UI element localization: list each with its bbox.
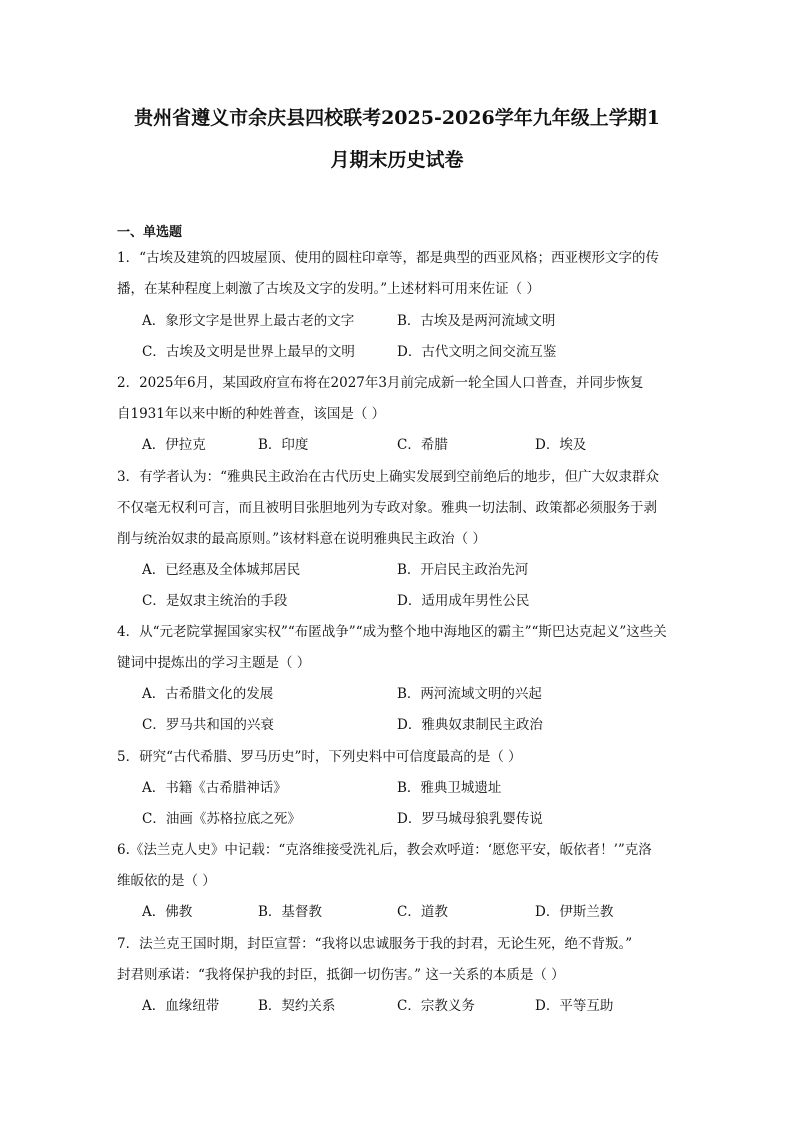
- question-7-line-2: 封君则承诺：“我将保护我的封臣，抵御一切伤害。” 这一关系的本质是（ ）: [117, 967, 565, 983]
- question-2-option-c: C．希腊: [397, 437, 448, 453]
- question-1-option-d: D．古代文明之间交流互鉴: [397, 344, 557, 360]
- question-6-option-a: A．佛教: [142, 904, 193, 920]
- question-3-option-d: D．适用成年男性公民: [397, 593, 530, 609]
- question-5-option-d: D．罗马城母狼乳婴传说: [397, 811, 543, 827]
- question-4-line-2: 键词中提炼出的学习主题是（ ）: [117, 655, 311, 671]
- question-3-option-b: B．开启民主政治先河: [397, 562, 529, 578]
- question-7-option-a: A．血缘纽带: [142, 998, 220, 1014]
- question-6-line-1: 6.《法兰克人史》中记载：“克洛维接受洗礼后，教会欢呼道：‘愿您平安，皈依者！’”克洛: [117, 842, 652, 858]
- question-2-option-b: B．印度: [258, 437, 309, 453]
- question-2-line-1: 2．2025年6月，某国政府宣布将在2027年3月前完成新一轮全国人口普查，并同步恢复: [117, 375, 644, 391]
- question-4-option-d: D．雅典奴隶制民主政治: [397, 717, 543, 733]
- question-1-line-2: 播，在某种程度上刺激了古埃及文字的发明。”上述材料可用来佐证（ ）: [117, 281, 540, 297]
- question-1-option-c: C．古埃及文明是世界上最早的文明: [142, 344, 355, 360]
- question-3-line-1: 3．有学者认为：“雅典民主政治在古代历史上确实发展到空前绝后的地步，但广大奴隶群众: [117, 469, 659, 485]
- question-4-option-a: A．古希腊文化的发展: [142, 686, 274, 702]
- question-1-option-a: A．象形文字是世界上最古老的文字: [142, 313, 355, 329]
- question-2-line-2: 自1931年以来中断的种姓普查，该国是（ ）: [117, 406, 386, 422]
- question-6-option-c: C．道教: [397, 904, 448, 920]
- question-5-option-b: B．雅典卫城遗址: [397, 780, 502, 796]
- question-6-option-b: B．基督教: [258, 904, 322, 920]
- question-7-option-c: C．宗教义务: [397, 998, 475, 1014]
- question-1-line-1: 1．“古埃及建筑的四坡屋顶、使用的圆柱印章等，都是典型的西亚风格；西亚楔形文字的传: [117, 250, 659, 266]
- exam-title-line-1: 贵州省遵义市余庆县四校联考2025-2026学年九年级上学期1: [134, 107, 660, 129]
- question-6-option-d: D．伊斯兰教: [535, 904, 614, 920]
- question-5-option-c: C．油画《苏格拉底之死》: [142, 811, 301, 827]
- question-3-line-3: 削与统治奴隶的最高原则。”该材料意在说明雅典民主政治（ ）: [117, 531, 486, 547]
- question-5-line-1: 5．研究“古代希腊、罗马历史”时，下列史料中可信度最高的是（ ）: [117, 749, 522, 765]
- exam-title-line-2: 月期末历史试卷: [330, 149, 464, 171]
- question-7-option-b: B．契约关系: [258, 998, 336, 1014]
- question-3-line-2: 不仅毫无权利可言，而且被明目张胆地列为专政对象。雅典一切法制、政策都必须服务于剥: [117, 500, 657, 516]
- question-7-line-1: 7．法兰克王国时期，封臣宣誓：“我将以忠诚服务于我的封君，无论生死，绝不背叛。”: [117, 936, 633, 952]
- question-2-option-d: D．埃及: [535, 437, 587, 453]
- question-4-option-b: B．两河流域文明的兴起: [397, 686, 542, 702]
- question-6-line-2: 维皈依的是（ ）: [117, 873, 216, 889]
- question-7-option-d: D．平等互助: [535, 998, 614, 1014]
- question-3-option-a: A．已经惠及全体城邦居民: [142, 562, 301, 578]
- question-1-option-b: B．古埃及是两河流域文明: [397, 313, 556, 329]
- question-4-line-1: 4．从“元老院掌握国家实权”“布匿战争”“成为整个地中海地区的霸主”“斯巴达克起义”这些关: [117, 624, 667, 640]
- question-5-option-a: A．书籍《古希腊神话》: [142, 780, 287, 796]
- section-heading: 一、单选题: [117, 225, 183, 240]
- question-2-option-a: A．伊拉克: [142, 437, 206, 453]
- question-3-option-c: C．是奴隶主统治的手段: [142, 593, 288, 609]
- question-4-option-c: C．罗马共和国的兴衰: [142, 717, 274, 733]
